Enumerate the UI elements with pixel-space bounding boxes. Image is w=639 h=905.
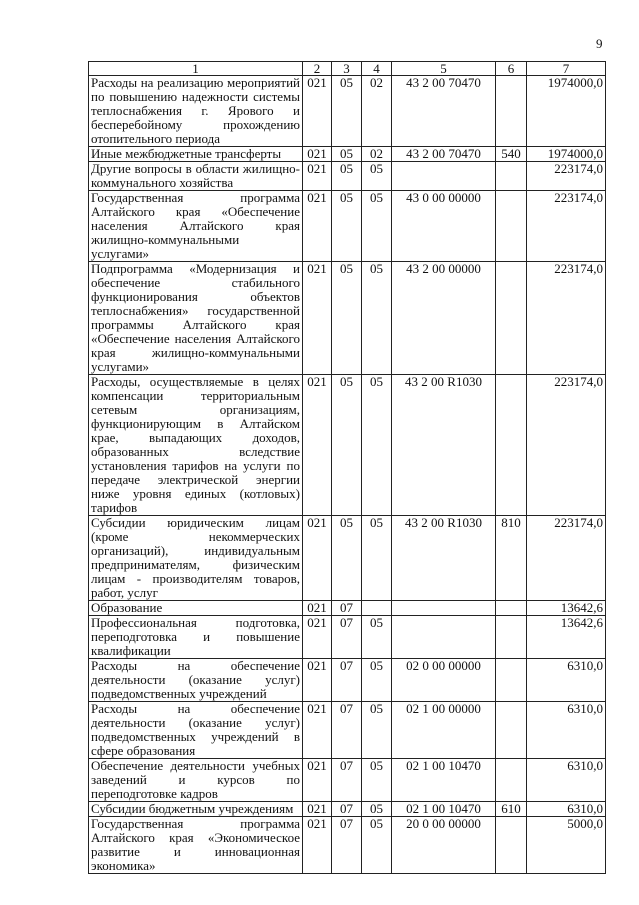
item-name: Субсидии юридическим лицам (кроме некоммерческих организаций), индивидуальным предпринимателям, физическим лицам - производителям товаров, работ, услуг bbox=[89, 516, 303, 601]
table-row bbox=[89, 262, 606, 375]
code-pr: 05 bbox=[362, 702, 392, 759]
code-gr: 021 bbox=[303, 375, 332, 516]
code-gr: 021 bbox=[303, 759, 332, 802]
code-gr: 021 bbox=[303, 162, 332, 191]
code-vr bbox=[496, 702, 527, 759]
code-gr: 021 bbox=[303, 262, 332, 375]
item-name: Иные межбюджетные трансферты bbox=[89, 147, 303, 162]
code-pr: 05 bbox=[362, 659, 392, 702]
code-vr bbox=[496, 162, 527, 191]
item-name: Обеспечение деятельности учебных заведений и курсов по переподготовке кадров bbox=[89, 759, 303, 802]
code-csr: 43 2 00 70470 bbox=[392, 76, 496, 147]
code-rz: 05 bbox=[332, 147, 362, 162]
code-csr: 02 1 00 10470 bbox=[392, 759, 496, 802]
amount: 5000,0 bbox=[527, 817, 606, 874]
code-pr bbox=[362, 601, 392, 616]
table-row bbox=[89, 817, 606, 874]
column-header: 4 bbox=[362, 62, 392, 76]
item-name: Государственная программа Алтайского края «Обеспечение населения Алтайского края жилищно-коммунальными услугами» bbox=[89, 191, 303, 262]
item-name: Расходы на обеспечение деятельности (оказание услуг) подведомственных учреждений bbox=[89, 659, 303, 702]
amount: 6310,0 bbox=[527, 702, 606, 759]
table-row bbox=[89, 191, 606, 262]
code-rz: 05 bbox=[332, 262, 362, 375]
code-rz: 07 bbox=[332, 817, 362, 874]
column-header: 5 bbox=[392, 62, 496, 76]
code-gr: 021 bbox=[303, 147, 332, 162]
item-name: Подпрограмма «Модернизация и обеспечение стабильного функционирования объектов теплоснабжения» государственной программы Алтайского края «Обеспечение населения Алтайского края жилищно-коммунальными услугами» bbox=[89, 262, 303, 375]
table-row bbox=[89, 659, 606, 702]
header-row bbox=[89, 62, 606, 76]
code-csr bbox=[392, 616, 496, 659]
budget-table bbox=[88, 61, 606, 874]
item-name: Расходы на реализацию мероприятий по повышению надежности системы теплоснабжения г. Ярового и бесперебойному прохождению отопительного периода bbox=[89, 76, 303, 147]
amount: 223174,0 bbox=[527, 262, 606, 375]
table-row bbox=[89, 162, 606, 191]
code-vr bbox=[496, 375, 527, 516]
table-row bbox=[89, 516, 606, 601]
amount: 6310,0 bbox=[527, 759, 606, 802]
code-rz: 05 bbox=[332, 191, 362, 262]
code-pr: 05 bbox=[362, 759, 392, 802]
table-row bbox=[89, 147, 606, 162]
code-gr: 021 bbox=[303, 516, 332, 601]
table-row bbox=[89, 759, 606, 802]
item-name: Другие вопросы в области жилищно-коммунального хозяйства bbox=[89, 162, 303, 191]
amount: 223174,0 bbox=[527, 162, 606, 191]
page-number: 9 bbox=[596, 36, 603, 51]
code-csr: 43 2 00 R1030 bbox=[392, 375, 496, 516]
code-csr bbox=[392, 601, 496, 616]
item-name: Расходы, осуществляемые в целях компенсации территориальным сетевым организациям, функционирующим в Алтайском крае, выпадающих доходов, образованных вследствие установления тарифов на услуги по передаче электрической энергии ниже уровня единых (котловых) тарифов bbox=[89, 375, 303, 516]
code-gr: 021 bbox=[303, 817, 332, 874]
code-gr: 021 bbox=[303, 659, 332, 702]
code-pr: 05 bbox=[362, 375, 392, 516]
code-pr: 05 bbox=[362, 616, 392, 659]
code-vr: 810 bbox=[496, 516, 527, 601]
code-vr bbox=[496, 817, 527, 874]
code-vr bbox=[496, 191, 527, 262]
code-csr: 43 0 00 00000 bbox=[392, 191, 496, 262]
item-name: Профессиональная подготовка, переподготовка и повышение квалификации bbox=[89, 616, 303, 659]
code-pr: 05 bbox=[362, 802, 392, 817]
column-header: 7 bbox=[527, 62, 606, 76]
amount: 1974000,0 bbox=[527, 76, 606, 147]
code-gr: 021 bbox=[303, 76, 332, 147]
code-csr: 02 1 00 10470 bbox=[392, 802, 496, 817]
code-csr: 02 1 00 00000 bbox=[392, 702, 496, 759]
code-pr: 05 bbox=[362, 191, 392, 262]
code-rz: 07 bbox=[332, 601, 362, 616]
code-rz: 07 bbox=[332, 659, 362, 702]
code-csr: 43 2 00 00000 bbox=[392, 262, 496, 375]
code-pr: 05 bbox=[362, 516, 392, 601]
table-row bbox=[89, 76, 606, 147]
code-vr bbox=[496, 76, 527, 147]
code-csr bbox=[392, 162, 496, 191]
code-rz: 07 bbox=[332, 616, 362, 659]
code-vr: 610 bbox=[496, 802, 527, 817]
code-gr: 021 bbox=[303, 802, 332, 817]
code-vr bbox=[496, 601, 527, 616]
item-name: Государственная программа Алтайского края «Экономическое развитие и инновационная экономика» bbox=[89, 817, 303, 874]
code-csr: 43 2 00 R1030 bbox=[392, 516, 496, 601]
code-rz: 07 bbox=[332, 802, 362, 817]
item-name: Субсидии бюджетным учреждениям bbox=[89, 802, 303, 817]
amount: 223174,0 bbox=[527, 191, 606, 262]
code-rz: 07 bbox=[332, 759, 362, 802]
code-pr: 05 bbox=[362, 162, 392, 191]
code-pr: 05 bbox=[362, 817, 392, 874]
item-name: Расходы на обеспечение деятельности (оказание услуг) подведомственных учреждений в сфере образования bbox=[89, 702, 303, 759]
column-header: 2 bbox=[303, 62, 332, 76]
table-row bbox=[89, 702, 606, 759]
code-gr: 021 bbox=[303, 702, 332, 759]
code-pr: 02 bbox=[362, 76, 392, 147]
code-rz: 05 bbox=[332, 516, 362, 601]
table-row bbox=[89, 616, 606, 659]
code-pr: 02 bbox=[362, 147, 392, 162]
code-vr bbox=[496, 262, 527, 375]
code-vr bbox=[496, 659, 527, 702]
column-header: 1 bbox=[89, 62, 303, 76]
code-csr: 43 2 00 70470 bbox=[392, 147, 496, 162]
code-vr bbox=[496, 759, 527, 802]
code-rz: 05 bbox=[332, 76, 362, 147]
code-gr: 021 bbox=[303, 191, 332, 262]
amount: 223174,0 bbox=[527, 375, 606, 516]
code-rz: 05 bbox=[332, 375, 362, 516]
code-csr: 20 0 00 00000 bbox=[392, 817, 496, 874]
amount: 13642,6 bbox=[527, 601, 606, 616]
amount: 13642,6 bbox=[527, 616, 606, 659]
code-gr: 021 bbox=[303, 601, 332, 616]
code-pr: 05 bbox=[362, 262, 392, 375]
code-csr: 02 0 00 00000 bbox=[392, 659, 496, 702]
code-vr bbox=[496, 616, 527, 659]
table-row bbox=[89, 802, 606, 817]
column-header: 6 bbox=[496, 62, 527, 76]
column-header: 3 bbox=[332, 62, 362, 76]
table-row bbox=[89, 375, 606, 516]
item-name: Образование bbox=[89, 601, 303, 616]
code-gr: 021 bbox=[303, 616, 332, 659]
amount: 1974000,0 bbox=[527, 147, 606, 162]
table-row bbox=[89, 601, 606, 616]
code-rz: 05 bbox=[332, 162, 362, 191]
code-vr: 540 bbox=[496, 147, 527, 162]
amount: 223174,0 bbox=[527, 516, 606, 601]
amount: 6310,0 bbox=[527, 802, 606, 817]
amount: 6310,0 bbox=[527, 659, 606, 702]
code-rz: 07 bbox=[332, 702, 362, 759]
